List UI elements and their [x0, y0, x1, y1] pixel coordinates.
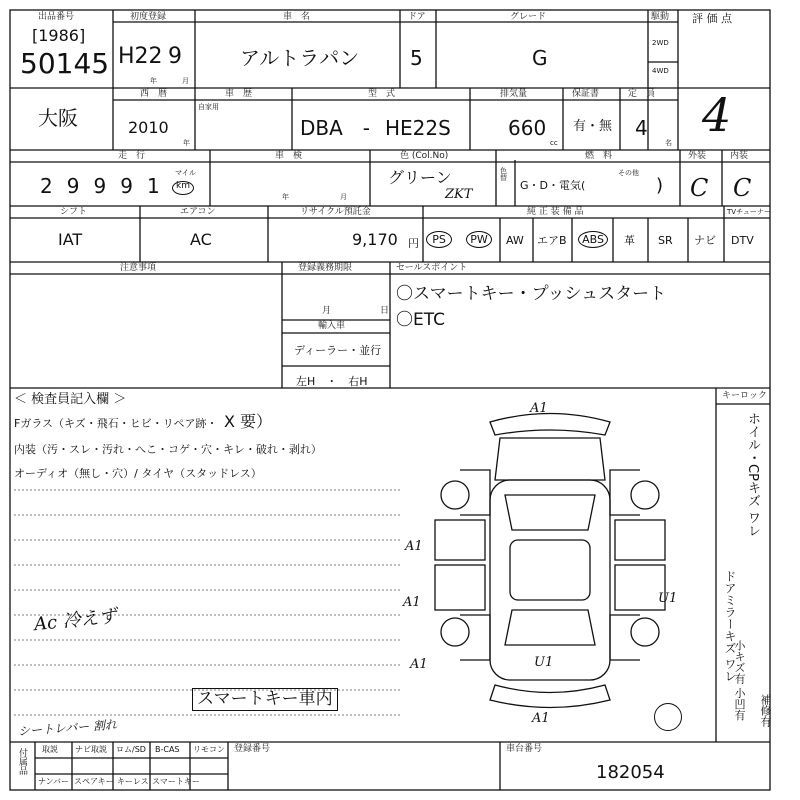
drive-label: 駆動: [651, 12, 670, 22]
damage-mark-right-rear: U1: [658, 591, 678, 606]
color: グリーン: [388, 168, 452, 187]
first-reg-month-unit: 月: [182, 77, 189, 85]
acc-plate: ナンバー: [38, 777, 70, 786]
shaken-label: 車 検: [275, 151, 303, 161]
keylock-label: キーロック: [722, 391, 767, 401]
recycle-label: リサイクル預託金: [300, 207, 371, 217]
mileage-digits: 29991: [40, 174, 174, 198]
model-label: 型 式: [368, 89, 396, 99]
damage-mark-left-front: A1: [405, 539, 423, 554]
exterior-grade: C: [690, 174, 709, 202]
damage-mark-rear: A1: [532, 711, 550, 726]
shaken-month: 月: [340, 193, 347, 201]
model-year-unit: 年: [183, 139, 190, 147]
listing-sub: [1986]: [32, 26, 86, 45]
equip-abs: ABS: [578, 231, 608, 248]
equip-sr: SR: [658, 234, 673, 247]
chassis-number: 182054: [596, 762, 665, 783]
capacity-unit: 名: [665, 139, 672, 147]
shift-label: シフト: [60, 207, 88, 217]
displacement-label: 排気量: [500, 89, 528, 99]
glass-mark: X 要）: [224, 412, 273, 431]
mileage-unit-km: km: [172, 181, 194, 195]
door-label: ドア: [408, 12, 426, 22]
damage-mark-left-quarter: A1: [410, 657, 428, 672]
acc-rom-sd: ロム/SD: [116, 745, 146, 754]
sales-point-1: 〇スマートキー・プッシュスタート: [396, 284, 667, 304]
sidebar-note-scratch: 小キズ有 小凹有: [733, 640, 746, 721]
score-label: 評 価 点: [692, 12, 732, 25]
acc-remote: リモコン: [193, 745, 225, 754]
model-code: HE22S: [385, 116, 451, 140]
first-reg-month: 9: [168, 44, 182, 69]
shift: IAT: [58, 230, 83, 249]
exterior-label: 外装: [688, 151, 707, 161]
equipment-label: 純 正 装 備 品: [527, 207, 584, 217]
glass-line: Fガラス（キズ・飛石・ヒビ・リペア跡・: [14, 417, 218, 430]
reg-number-label: 登録番号: [234, 744, 271, 754]
score: 4: [702, 88, 732, 142]
warranty: 有・無: [573, 119, 613, 134]
sidebar-note-wheel: ホイル・CPキズ ワレ: [745, 412, 760, 538]
interior-label: 内装: [730, 151, 749, 161]
car-name-label: 車 名: [283, 12, 311, 22]
capacity-label: 定 員: [628, 89, 656, 99]
color-code: ZKT: [445, 187, 473, 202]
grade-label: グレード: [510, 12, 547, 22]
equip-pw: PW: [466, 231, 492, 248]
smartkey-stamp: スマートキー車内: [192, 688, 338, 711]
equip-airbag: エアB: [537, 234, 567, 247]
region: 大阪: [38, 106, 78, 130]
equip-dtv: DTV: [731, 234, 754, 247]
model-prefix: DBA -: [300, 116, 371, 140]
acc-keyless: キーレス: [117, 777, 149, 786]
import-label: 輸入車: [318, 321, 346, 331]
spare-wheel-circle: [654, 703, 682, 731]
drive-4wd: 4WD: [652, 67, 669, 75]
mileage-label: 走 行: [118, 151, 146, 161]
caution-label: 注意事項: [120, 263, 157, 273]
first-reg-label: 初度登録: [130, 12, 167, 22]
car-damage-diagram: [430, 400, 670, 730]
fuel-other: その他: [618, 169, 639, 177]
displacement: 660: [508, 116, 547, 140]
shaken-year: 年: [282, 193, 289, 201]
doors: 5: [410, 46, 423, 70]
equip-aw: AW: [506, 234, 524, 247]
color-label: 色 (Col.No): [400, 151, 449, 161]
acc-spare-key: スペアキー: [74, 777, 114, 786]
import-dealer: ディーラー・並行: [294, 344, 382, 357]
acc-smartkey: スマートキー: [152, 777, 200, 786]
displacement-unit: cc: [550, 139, 558, 147]
interior-line: 内装（汚・スレ・汚れ・へこ・コゲ・穴・キレ・破れ・剥れ）: [14, 443, 322, 456]
car-name: アルトラパン: [240, 46, 360, 70]
yen-unit: 円: [408, 237, 419, 250]
color-change-label: 色替: [500, 167, 507, 182]
tv-label: TVチューナー: [727, 208, 771, 216]
capacity: 4: [635, 116, 648, 140]
reg-expiry-month: 月: [322, 306, 332, 316]
damage-mark-left-rear: A1: [403, 595, 421, 610]
acc-bcas: B-CAS: [155, 745, 180, 754]
first-reg-year-unit: 年: [150, 77, 157, 85]
listing-label: 出品番号: [38, 12, 75, 22]
lot-number: 50145: [20, 47, 110, 80]
handwritten-seat-note: シートレバー 割れ: [17, 717, 118, 739]
ac: AC: [190, 230, 212, 249]
equip-ps: PS: [426, 231, 452, 248]
warranty-label: 保証書: [572, 89, 600, 99]
sidebar-note-mirror: ドアミラーキズ ワレ: [723, 570, 737, 682]
model-year-label: 西 暦: [140, 89, 168, 99]
history-label: 車 歴: [225, 89, 253, 99]
accessories-label: 付属品: [17, 748, 27, 775]
fuel: G・D・電気(: [520, 179, 586, 192]
chassis-label: 車台番号: [506, 744, 543, 754]
fuel-close-paren: ): [656, 175, 664, 196]
damage-mark-trunk: U1: [534, 655, 554, 670]
sales-point-2: 〇ETC: [396, 310, 445, 330]
fuel-label: 燃 料: [585, 151, 613, 161]
audio-line: オーディオ（無し・穴）/ タイヤ（スタッドレス）: [14, 467, 262, 480]
interior-grade: C: [733, 174, 752, 202]
equip-navi: ナビ: [694, 234, 716, 247]
sidebar-note-repair: 補修有: [759, 694, 772, 727]
grade: G: [532, 46, 548, 70]
first-reg-era: H22: [118, 44, 163, 69]
acc-manual: 取説: [42, 745, 58, 754]
history-note: 自家用: [198, 103, 219, 111]
acc-navi-manual: ナビ取説: [75, 745, 107, 754]
sales-label: セールスポイント: [396, 263, 468, 273]
inspector-title: ＜ 検査員記入欄 ＞: [14, 392, 127, 407]
damage-mark-front: A1: [530, 401, 548, 416]
equip-leather: 革: [624, 234, 635, 247]
model-year: 2010: [128, 118, 169, 137]
reg-expiry-label: 登録義務期限: [298, 263, 353, 273]
handwritten-ac-note: Ac 冷えず: [33, 605, 118, 636]
reg-expiry-day: 日: [380, 306, 390, 316]
ac-label: エアコン: [180, 207, 216, 217]
steering-side: 左H ・ 右H: [296, 375, 368, 388]
drive-2wd: 2WD: [652, 39, 669, 47]
recycle-fee: 9,170: [352, 230, 398, 249]
mileage-unit-mile: マイル: [175, 169, 196, 177]
